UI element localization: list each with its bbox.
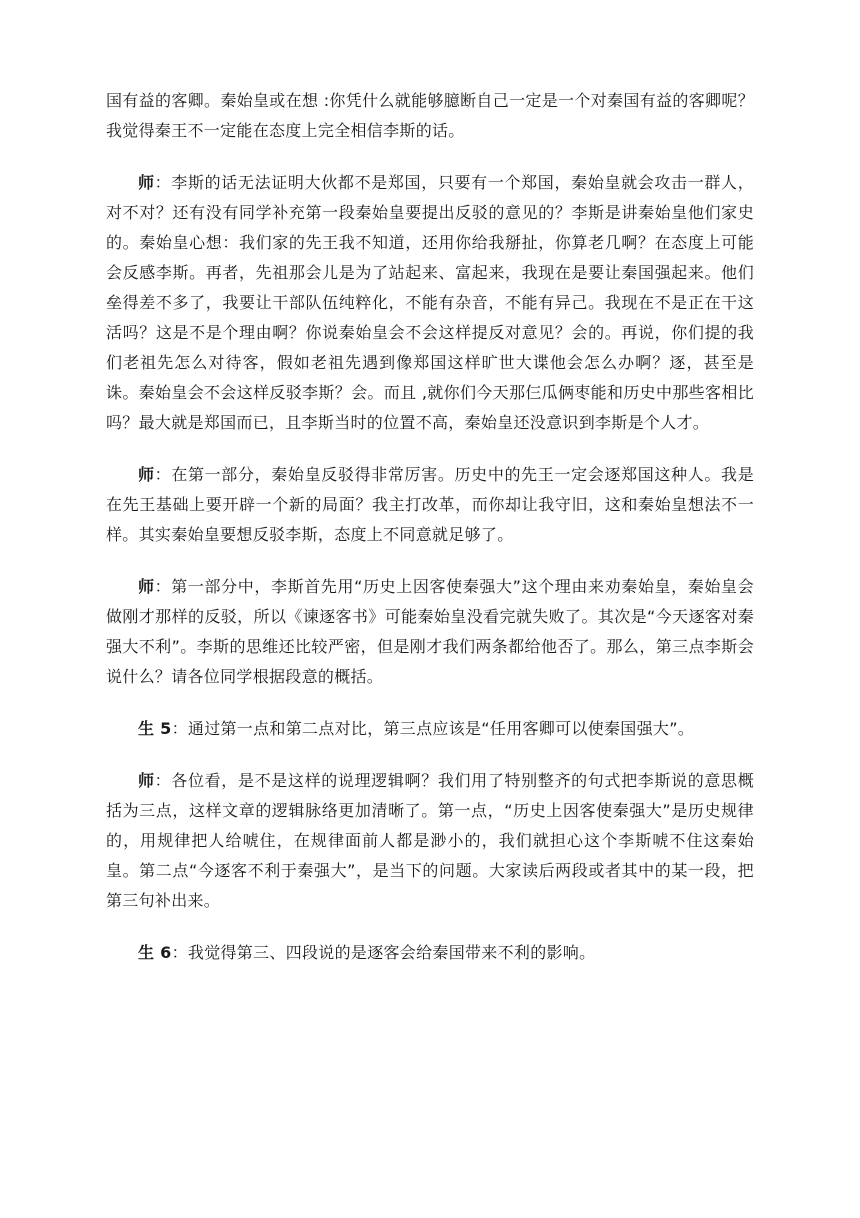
paragraph-2 [106, 168, 754, 438]
speaker-label: 师 [138, 577, 155, 596]
speaker-label: 生 5 [138, 719, 172, 738]
paragraph-1 [106, 86, 754, 146]
paragraph-text: ：各位看，是不是这样的说理逻辑啊？我们用了特别整齐的句式把李斯说的意思概括为三点，这样文章的逻辑脉络更加清晰了。第一点，“历史上因客使秦强大”是历史规律的，用规律把人给唬住，在规律面前人都是渺小的，我们就担心这个李斯唬不住这秦始皇。第二点“今逐客不利于秦强大”，是当下的问题。大家读后两段或者其中的某一段，把第三句补出来。 [106, 771, 754, 910]
paragraph-text: ：第一部分中，李斯首先用“历史上因客使秦强大”这个理由来劝秦始皇，秦始皇会做刚才那样的反驳，所以《谏逐客书》可能秦始皇没看完就失败了。其次是“今天逐客对秦强大不利”。李斯的思维还比较严密，但是刚才我们两条都给他否了。那么，第三点李斯会说什么？请各位同学根据段意的概括。 [106, 577, 754, 686]
paragraph-text: ：李斯的话无法证明大伙都不是郑国，只要有一个郑国，秦始皇就会攻击一群人，对不对？还有没有同学补充第一段秦始皇要提出反驳的意见的？李斯是讲秦始皇他们家史的。秦始皇心想：我们家的先王我不知道，还用你给我掰扯，你算老几啊？在态度上可能会反感李斯。再者，先祖那会儿是为了站起来、富起来，我现在是要让秦国强起来。他们垒得差不多了，我要让干部队伍纯粹化，不能有杂音，不能有异己。我现在不是正在干这活吗？这是不是个理由啊？你说秦始皇会不会这样提反对意见？会的。再说，你们提的我们老祖先怎么对待客，假如老祖先遇到像郑国这样旷世大谍他会怎么办啊？逐，甚至是诛。秦始皇会不会这样反驳李斯？会。而且 ,就你们今天那仨瓜俩枣能和历史中那些客相比吗？最大就是郑国而已，且李斯当时的位置不高，秦始皇还没意识到李斯是个人才。 [106, 173, 754, 432]
speaker-label: 师 [138, 173, 155, 192]
paragraph-6 [106, 766, 754, 916]
paragraph-text: 国有益的客卿。秦始皇或在想 :你凭什么就能够臆断自己一定是一个对秦国有益的客卿呢？我觉得秦王不一定能在态度上完全相信李斯的话。 [106, 91, 754, 140]
speaker-label: 师 [138, 465, 155, 484]
paragraph-text: ：通过第一点和第二点对比，第三点应该是“任用客卿可以使秦国强大”。 [171, 719, 695, 738]
speaker-label: 师 [138, 771, 155, 790]
paragraph-5 [106, 714, 754, 744]
paragraph-4 [106, 572, 754, 692]
paragraph-text: ：我觉得第三、四段说的是逐客会给秦国带来不利的影响。 [171, 943, 596, 962]
paragraph-text: ：在第一部分，秦始皇反驳得非常厉害。历史中的先王一定会逐郑国这种人。我是在先王基础上要开辟一个新的局面？我主打改革，而你却让我守旧，这和秦始皇想法不一样。其实秦始皇要想反驳李斯，态度上不同意就足够了。 [106, 465, 754, 544]
speaker-label: 生 6 [138, 943, 172, 962]
paragraph-7 [106, 938, 754, 968]
paragraph-3 [106, 460, 754, 550]
